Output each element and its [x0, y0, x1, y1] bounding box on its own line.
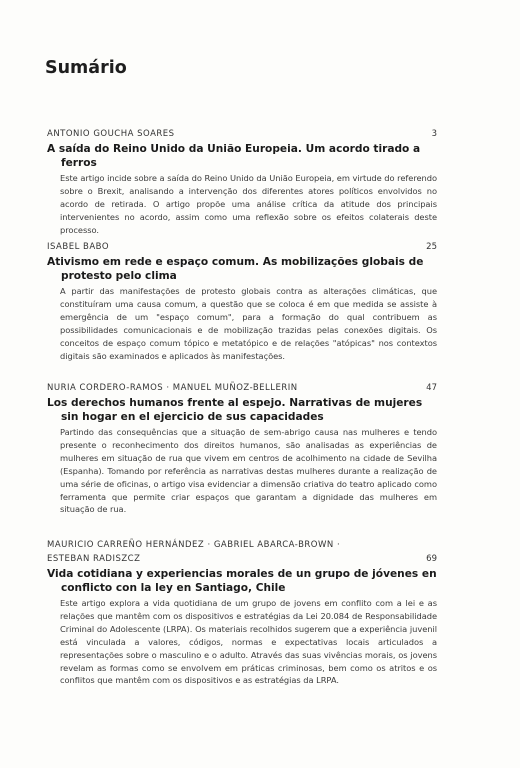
entry-authors: NURIA CORDERO-RAMOS · MANUEL MUÑOZ-BELLERIN [47, 383, 298, 393]
entry-title: A saída do Reino Unido da União Europeia. Um acordo tirado a ferros [47, 143, 421, 169]
entry-authors: MAURICIO CARREÑO HERNÁNDEZ · GABRIEL ABARCA-BROWN · ESTEBAN RADISZCZ [47, 540, 341, 564]
entry-abstract: Este artigo incide sobre a saída do Reino Unido da União Europeia, em virtude do referendo sobre o Brexit, analisando a intervenção dos diferentes atores políticos envolvidos no acordo de retirada. O artigo propõe uma análise crítica da atitude dos principais intervenientes no acordo, assim como uma reflexão sobre os efeitos colaterais deste processo. [60, 173, 437, 235]
entry-abstract: Partindo das consequências que a situação de sem-abrigo causa nas mulheres e tendo presente o reconhecimento dos direitos humanos, são analisadas as experiências de mulheres em situação de rua que vivem em centros de acolhimento na cidade de Sevilha (Espanha). Tomando por referência as narrativas destas mulheres durante a realização de uma série de oficinas, o artigo visa evidenciar a dimensão criativa do teatro aplicado como ferramenta que permite criar espaços que garantam a dignidade das mulheres em situação de rua. [60, 427, 437, 515]
entry-page-number: 69 [426, 554, 437, 564]
entry-authors: ANTONIO GOUCHA SOARES [47, 129, 175, 139]
page-title: Sumário [45, 58, 127, 78]
entry-title: Los derechos humanos frente al espejo. Narrativas de mujeres sin hogar en el ejercicio de sus capacidades [47, 397, 423, 423]
toc-entry [47, 538, 437, 687]
entry-page-number: 3 [431, 129, 437, 139]
entry-title: Ativismo em rede e espaço comum. As mobilizações globais de protesto pelo clima [47, 256, 424, 282]
toc-entry [47, 381, 437, 516]
entry-authors: ISABEL BABO [47, 242, 110, 252]
entry-abstract: Este artigo explora a vida quotidiana de um grupo de jovens em conflito com a lei e as relações que mantêm com os dispositivos e estratégias da Lei 20.084 de Responsabilidade Criminal do Adolescente (LRPA). Os materiais recolhidos sugerem que a experiência juvenil está vinculada a valores, códigos, normas e expectativas locais articulados a representações sobre o masculino e o adulto. Através das suas vivências morais, os jovens revelam as formas como se envolvem em práticas criminosas, bem como os atritos e os conflitos que mantêm com os dispositivos e as estratégias da LRPA. [60, 598, 437, 686]
entry-page-number: 25 [426, 242, 437, 252]
toc-entry [47, 127, 437, 237]
entry-page-number: 47 [426, 383, 437, 393]
entry-abstract: A partir das manifestações de protesto globais contra as alterações climáticas, que constituíram uma causa comum, a questão que se coloca é em que medida se assiste à emergência de um "espaço comum", para a formação do qual contribuem as possibilidades comunicacionais e de mobilização trazidas pelas conexões digitais. Os conceitos de espaço comum tópico e metatópico e de relações "atópicas" nos contextos digitais são examinados e aplicados às manifestações. [60, 286, 437, 361]
toc-entry [47, 240, 437, 362]
entry-title: Vida cotidiana y experiencias morales de un grupo de jóvenes en conflicto con la ley en Santiago, Chile [47, 568, 437, 594]
